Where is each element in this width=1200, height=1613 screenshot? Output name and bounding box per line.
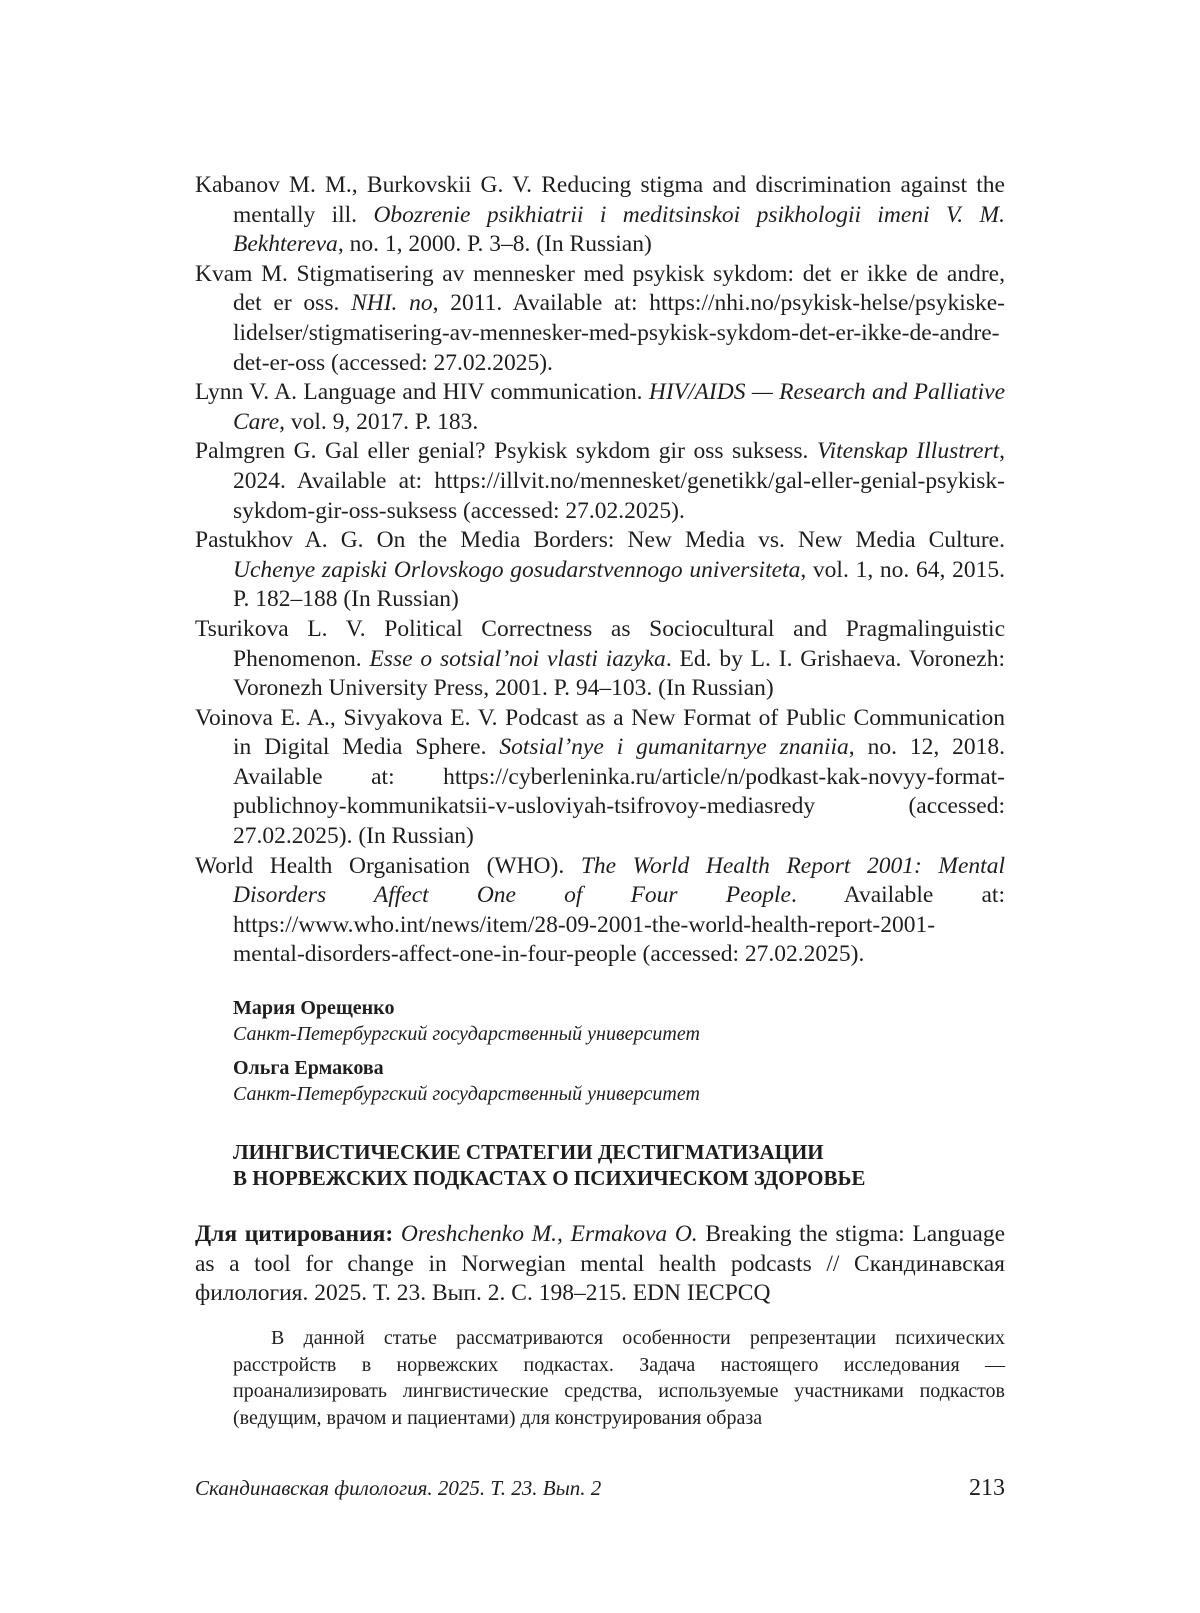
author-affiliation: Санкт-Петербургский государственный университет — [233, 1083, 700, 1105]
reference-item: Palmgren G. Gal eller genial? Psykisk sykdom gir oss suksess. Vitenskap Illustrert, 2024. Available at: https://illvit.no/mennesket/genetikk/gal-eller-genial-psykisk-sykdom-gir-oss-suksess (accessed: 27.02.2025). — [195, 438, 1005, 524]
article-title-line: ЛИНГВИСТИЧЕСКИЕ СТРАТЕГИИ ДЕСТИГМАТИЗАЦИИ — [233, 1140, 824, 1164]
page-number: 213 — [969, 1475, 1005, 1501]
author-name: Мария Орещенко — [233, 997, 395, 1019]
reference-item: World Health Organisation (WHO). The World Health Report 2001: Mental Disorders Affect One of Four People. Available at: https://www.who.int/news/item/28-09-2001-the-world-health-report-2001-mental-disorders-affect-one-in-four-people (accessed: 27.02.2025). — [195, 852, 1005, 968]
reference-list — [195, 171, 1005, 970]
reference-item: Tsurikova L. V. Political Correctness as Sociocultural and Pragmalinguistic Phenomenon. Esse o sotsial’noi vlasti iazyka. Ed. by L. I. Grishaeva. Voronezh: Voronezh University Press, 2001. P. 94–103. (In Russian) — [195, 615, 1006, 702]
author-affiliation: Санкт-Петербургский государственный университет — [233, 1023, 700, 1045]
citation-text: Breaking the stigma: Language as a tool for change in Norwegian mental health podcasts // Скандинавская филология. 2025. Т. 23. Вып. 2. С. 198–215. EDN IECPCQ — [195, 1221, 1005, 1307]
reference-item: Kvam M. Stigmatisering av mennesker med psykisk sykdom: det er ikke de andre, det er oss. NHI. no, 2011. Available at: https://nhi.no/psykisk-helse/psykiske-lidelser/stigmatisering-av-mennesker-med-psykisk-sykdom-det-er-ikke-de-andre-det-er-oss (accessed: 27.02.2025). — [195, 260, 1005, 376]
journal-running-title: Скандинавская филология. 2025. Т. 23. Вып. 2 — [195, 1476, 602, 1500]
citation-label: Для цитирования: — [195, 1221, 394, 1247]
reference-item: Lynn V. A. Language and HIV communication. HIV/AIDS — Research and Palliative Care, vol. 9, 2017. P. 183. — [195, 379, 1006, 435]
author-block — [233, 995, 1003, 1115]
page-footer — [195, 1475, 1005, 1502]
reference-item: Voinova E. A., Sivyakova E. V. Podcast as a New Format of Public Communication in Digital Media Sphere. Sotsial’nye i gumanitarnye znaniia, no. 12, 2018. Available at: https://cyberleninka.ru/article/n/podkast-kak-novyy-format-publichnoy-kommunikatsii-v-usloviyah-tsifrovoy-mediasredy (accessed: 27.02.2025). (In Russian) — [195, 704, 1006, 850]
citation-block — [195, 1220, 1005, 1309]
abstract-text: В данной статье рассматриваются особенности репрезентации психических расстройств в норвежских подкастах. Задача настоящего исследования — проанализировать лингвистические средства, используемые участниками подкастов (ведущим, врачом и пациентами) для конструирования образа — [233, 1327, 1005, 1429]
reference-item: Kabanov M. M., Burkovskii G. V. Reducing stigma and discrimination against the mentally ill. Obozrenie psikhiatrii i meditsinskoi psikhologii imeni V. M. Bekhtereva, no. 1, 2000. P. 3–8. (In Russian) — [195, 172, 1005, 258]
article-title — [233, 1139, 1003, 1191]
article-title-line: В НОРВЕЖСКИХ ПОДКАСТАХ О ПСИХИЧЕСКОМ ЗДОРОВЬЕ — [233, 1166, 866, 1190]
citation-authors: Oreshchenko M., Ermakova O. — [400, 1221, 698, 1247]
reference-item: Pastukhov A. G. On the Media Borders: New Media vs. New Media Culture. Uchenye zapiski Orlovskogo gosudarstvennogo universiteta, vol. 1, no. 64, 2015. P. 182–188 (In Russian) — [195, 527, 1006, 613]
author-name: Ольга Ермакова — [233, 1057, 384, 1079]
